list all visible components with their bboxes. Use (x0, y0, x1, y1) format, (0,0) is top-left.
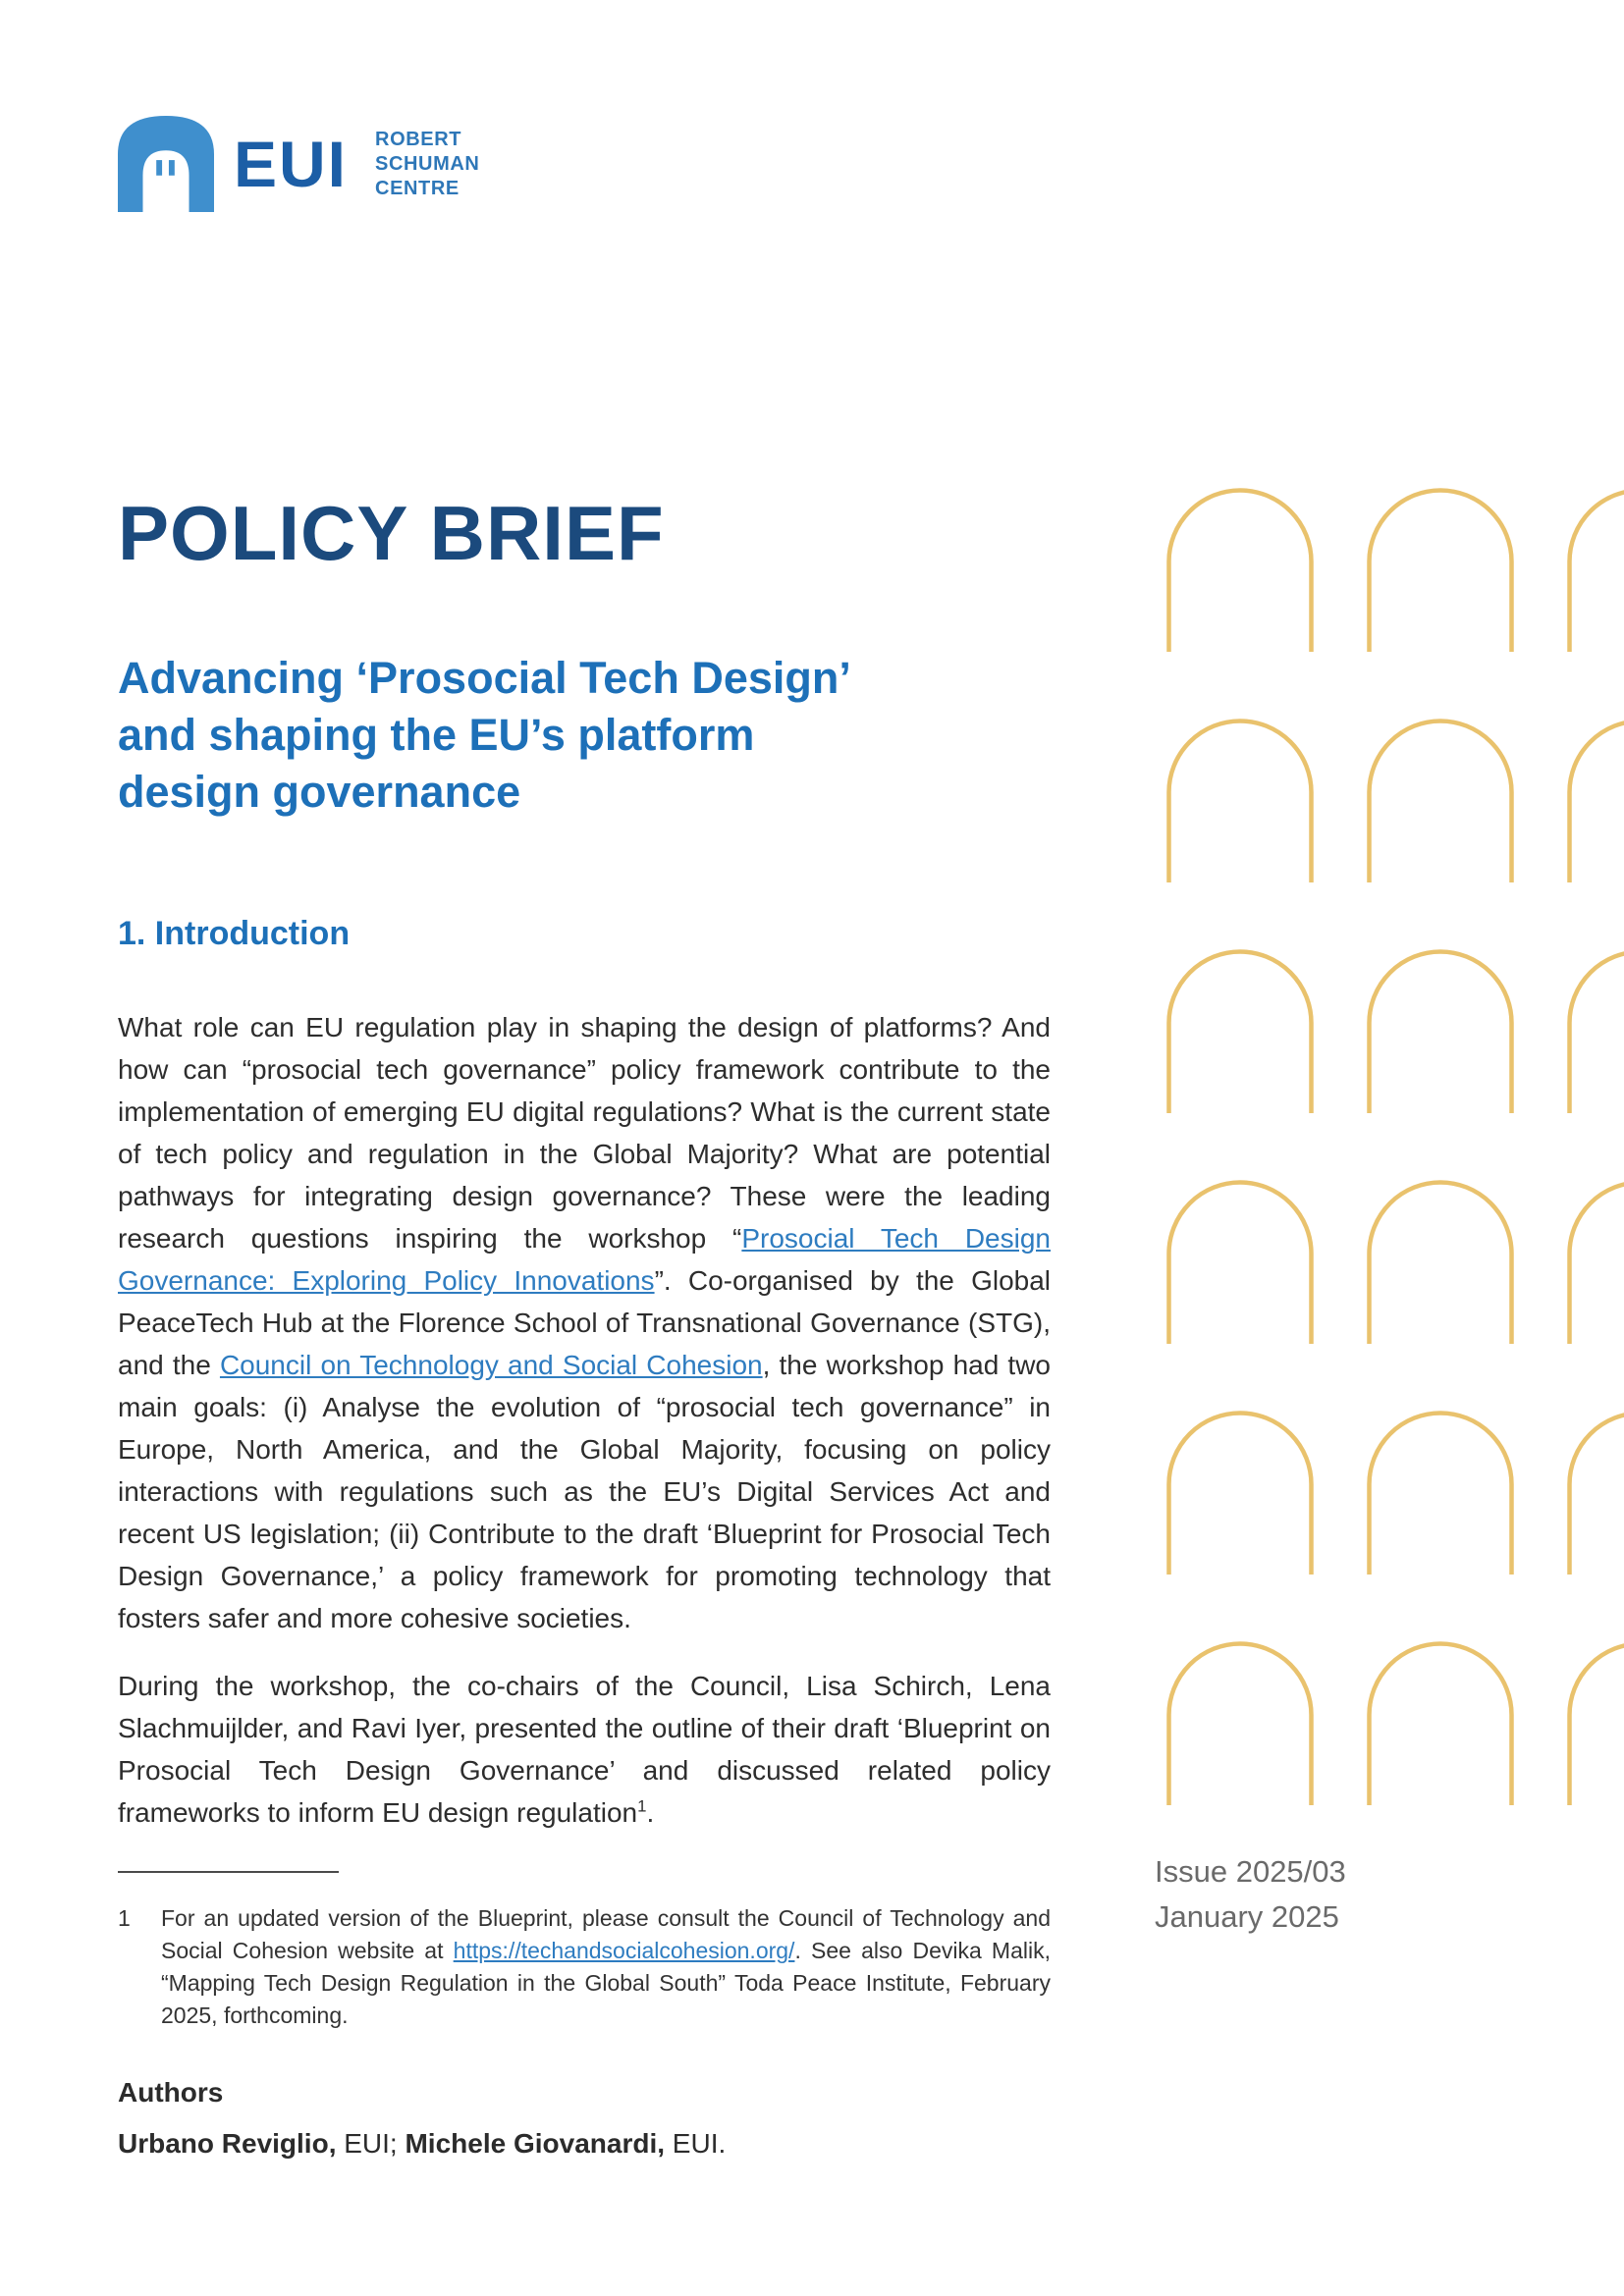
centre-line-2: SCHUMAN (375, 152, 480, 175)
title-line-2: and shaping the EU’s platform (118, 710, 755, 760)
footnote-marker: 1 (118, 1905, 131, 1931)
arch-icon (1166, 1640, 1314, 1805)
footnote-reference: 1 (637, 1796, 647, 1816)
centre-name (375, 128, 479, 201)
paragraph-text: During the workshop, the co-chairs of the Council, Lisa Schirch, Lena Slachmuijlder, and Ravi Iyer, presented the outline of their draft ‘Blueprint on Prosocial Tech Design Governance’ and discussed related policy frameworks to inform EU design regulation (118, 1671, 1051, 1828)
title-line-1: Advancing ‘Prosocial Tech Design’ (118, 653, 851, 703)
centre-line-3: CENTRE (375, 177, 460, 199)
arch-icon (1166, 487, 1314, 652)
arch-icon (1166, 1410, 1314, 1575)
centre-line-1: ROBERT (375, 128, 462, 150)
issue-number: Issue 2025/03 (1155, 1854, 1346, 1889)
arch-icon (1166, 718, 1314, 882)
arch-icon (1367, 487, 1514, 652)
section-heading-introduction: 1. Introduction (118, 915, 351, 952)
arch-pattern (1166, 487, 1624, 1812)
arch-icon (1567, 487, 1624, 652)
author-affiliation-2: EUI. (665, 2128, 727, 2159)
arch-icon (1567, 1410, 1624, 1575)
arch-icon (1367, 1640, 1514, 1805)
arch-icon (1166, 948, 1314, 1113)
intro-paragraph-2 (118, 1665, 1051, 1834)
paragraph-text: , the workshop had two main goals: (i) Analyse the evolution of “prosocial tech governance” in Europe, North America, and the Global Majority, focusing on policy interactions with regulations such as the EU’s Digital Services Act and recent US legislation; (ii) Contribute to the draft ‘Blueprint for Prosocial Tech Design Governance,’ a policy framework for promoting technology that fosters safer and more cohesive societies. (118, 1350, 1052, 1633)
arch-icon (1567, 948, 1624, 1113)
author-name-1: Urbano Reviglio, (118, 2128, 337, 2159)
arch-icon (1367, 948, 1514, 1113)
footnote-text-part: . See also Devika Malik, “Mapping Tech Design Regulation in the Global South” Toda Peace Institute, February 2025, forthcoming. (161, 1938, 1051, 2028)
eui-logo (118, 116, 479, 212)
authors-heading: Authors (118, 2077, 224, 2108)
arch-icon (1367, 1179, 1514, 1344)
intro-paragraph-1 (118, 1006, 1051, 1639)
document-title (118, 650, 1051, 821)
eui-arch-icon (118, 116, 214, 212)
footnote-text (161, 1902, 1051, 2032)
footnote-text-part: For an updated version of the Blueprint, please consult the Council of Technology and Social Cohesion website at (161, 1905, 1051, 1963)
arch-icon (1567, 718, 1624, 882)
author-name-2: Michele Giovanardi, (405, 2128, 666, 2159)
issue-date: January 2025 (1155, 1899, 1339, 1934)
issue-block (1155, 1849, 1346, 1940)
main-column (118, 491, 1051, 2160)
title-line-3: design governance (118, 767, 521, 817)
footnote-url-link[interactable]: https://techandsocialcohesion.org/ (453, 1938, 795, 1963)
arch-icon (1567, 1179, 1624, 1344)
council-link[interactable]: Council on Technology and Social Cohesion (219, 1350, 763, 1380)
authors-line (118, 2128, 1051, 2160)
paragraph-text: . (646, 1797, 655, 1828)
policy-brief-kicker: POLICY BRIEF (118, 490, 665, 576)
paragraph-text: What role can EU regulation play in shaping the design of platforms? And how can “prosocial tech governance” policy framework contribute to the implementation of emerging EU digital regulations? What is the current state of tech policy and regulation in the Global Majority? What are potential pathways for integrating design governance? These were the leading research questions inspiring the workshop “ (118, 1012, 1051, 1254)
eui-wordmark: EUI (234, 128, 349, 200)
author-affiliation-1: EUI; (336, 2128, 406, 2159)
workshop-link[interactable]: Prosocial Tech Design Governance: Exploring Policy Innovations (118, 1223, 1051, 1296)
arch-icon (1567, 1640, 1624, 1805)
footnote-rule (118, 1871, 339, 1873)
footnote-1 (118, 1902, 1051, 2032)
arch-icon (1166, 1179, 1314, 1344)
arch-icon (1367, 1410, 1514, 1575)
paragraph-text: ”. Co-organised by the Global PeaceTech Hub at the Florence School of Transnational Governance (STG), and the (118, 1265, 1051, 1380)
arch-icon (1367, 718, 1514, 882)
